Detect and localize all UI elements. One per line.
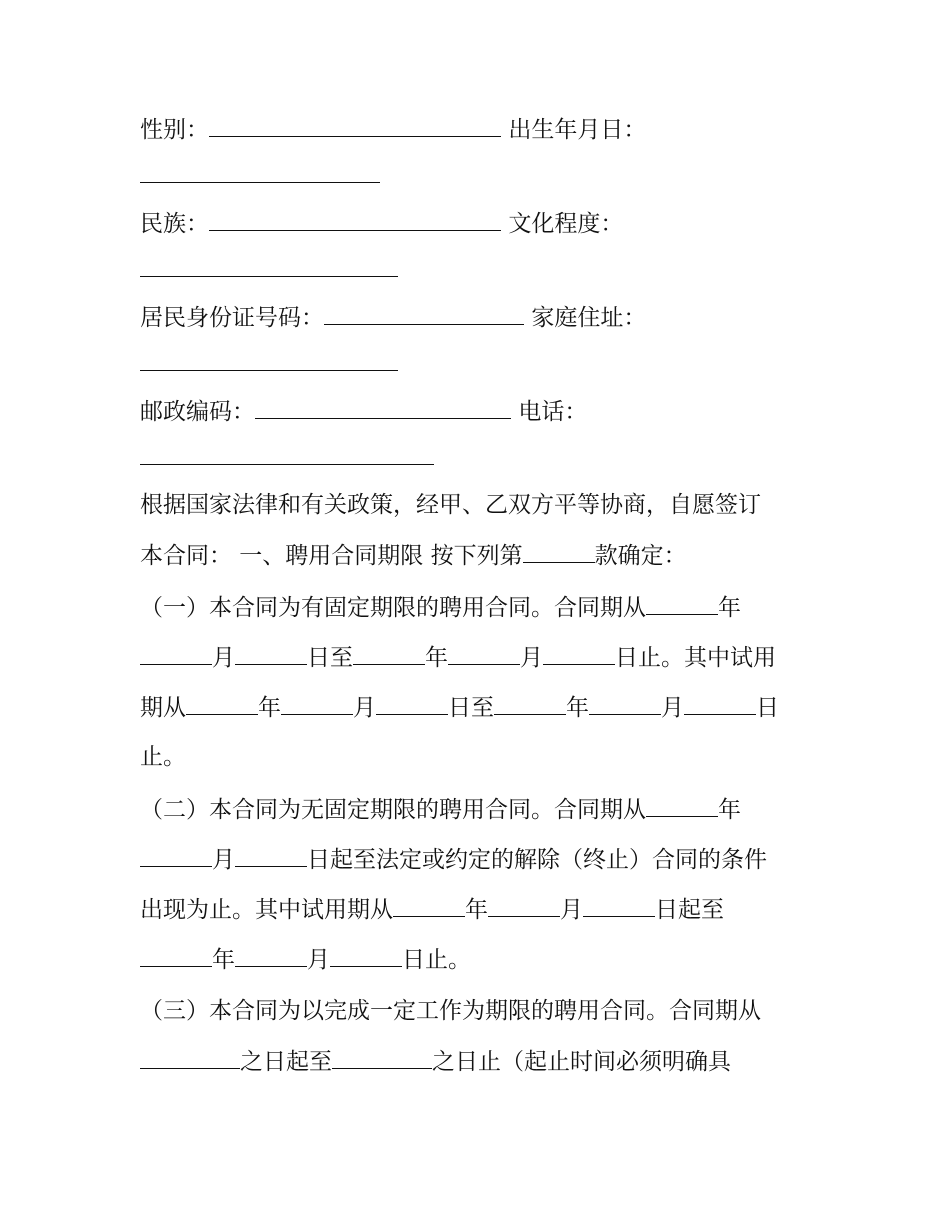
year-label: 年 (425, 645, 448, 671)
day-to-label: 日至 (307, 645, 353, 671)
s2-trial-start-month-blank[interactable] (488, 894, 560, 917)
month-label: 月 (212, 847, 235, 873)
phone-label: 电话： (518, 399, 588, 425)
year-label: 年 (718, 595, 741, 621)
year-label: 年 (718, 797, 741, 823)
gender-label: 性别： (140, 117, 209, 143)
s1-trial-start-day-blank[interactable] (376, 692, 448, 715)
s1-trial-end-month-blank[interactable] (589, 692, 661, 715)
section2-line-3 (140, 894, 724, 925)
birthdate-label: 出生年月日： (508, 117, 647, 143)
stop-label: 止。 (140, 744, 186, 770)
education-blank-line (140, 254, 398, 285)
section2-line-2 (140, 844, 767, 875)
s2-start-day-blank[interactable] (235, 844, 307, 867)
s1-start-year-blank[interactable] (646, 592, 718, 615)
s2-trial-end-day-blank[interactable] (330, 944, 402, 967)
section3-text-1: （三）本合同为以完成一定工作为期限的聘用合同。合同期从 (140, 998, 761, 1024)
day-end-label: 日止。其中试用 (615, 645, 776, 671)
day-to-label: 日至 (448, 695, 494, 721)
section2-text-3: 出现为止。其中试用期从 (140, 897, 393, 923)
month-label: 月 (353, 695, 376, 721)
id-number-line (140, 302, 646, 333)
year-label: 年 (258, 695, 281, 721)
year-label: 年 (212, 947, 235, 973)
s1-end-month-blank[interactable] (448, 642, 520, 665)
ethnicity-label: 民族： (140, 211, 209, 237)
month-label: 月 (307, 947, 330, 973)
s2-start-month-blank[interactable] (140, 844, 212, 867)
section2-line-1 (140, 794, 741, 825)
address-blank[interactable] (140, 348, 398, 371)
s1-end-day-blank[interactable] (543, 642, 615, 665)
day-from-label: 日起至 (655, 897, 724, 923)
birthdate-blank[interactable] (140, 160, 380, 183)
birthdate-blank-line (140, 160, 380, 191)
s2-trial-start-year-blank[interactable] (393, 894, 465, 917)
education-label: 文化程度： (508, 211, 624, 237)
s1-trial-start-year-blank[interactable] (186, 692, 258, 715)
s1-start-day-blank[interactable] (235, 642, 307, 665)
postal-code-blank[interactable] (255, 396, 511, 419)
ethnicity-blank[interactable] (209, 208, 501, 231)
s2-trial-end-year-blank[interactable] (140, 944, 212, 967)
s3-start-blank[interactable] (140, 1046, 240, 1069)
section1-line-1 (140, 592, 741, 623)
s1-start-month-blank[interactable] (140, 642, 212, 665)
day-stop-label: 日止。 (402, 947, 471, 973)
s3-end-text: 之日止（起止时间必须明确具 (432, 1049, 731, 1075)
intro-text-2a: 本合同： 一、聘用合同期限 按下列第 (140, 543, 523, 569)
year-label: 年 (465, 897, 488, 923)
section1-text-1: （一）本合同为有固定期限的聘用合同。合同期从 (140, 595, 646, 621)
postal-code-line (140, 396, 587, 427)
phone-blank-line (140, 442, 434, 473)
s3-end-blank[interactable] (332, 1046, 432, 1069)
s1-end-year-blank[interactable] (353, 642, 425, 665)
ethnicity-line (140, 208, 623, 239)
section2-line-4 (140, 944, 471, 975)
intro-text-1: 根据国家法律和有关政策，经甲、乙双方平等协商，自愿签订 (140, 492, 761, 518)
gender-blank[interactable] (209, 114, 501, 137)
section2-text-2: 日起至法定或约定的解除（终止）合同的条件 (307, 847, 767, 873)
month-label: 月 (560, 897, 583, 923)
intro-line-1 (140, 490, 761, 520)
year-label: 年 (566, 695, 589, 721)
phone-blank[interactable] (140, 442, 434, 465)
s2-start-year-blank[interactable] (646, 794, 718, 817)
day-label: 日 (756, 695, 779, 721)
postal-code-label: 邮政编码： (140, 399, 255, 425)
s2-trial-end-month-blank[interactable] (235, 944, 307, 967)
s1-trial-start-month-blank[interactable] (281, 692, 353, 715)
address-blank-line (140, 348, 398, 379)
month-label: 月 (661, 695, 684, 721)
s1-trial-end-day-blank[interactable] (684, 692, 756, 715)
intro-text-2b: 款确定： (594, 543, 687, 569)
section3-line-2 (140, 1046, 731, 1077)
id-number-label: 居民身份证号码： (140, 305, 324, 331)
section3-line-1 (140, 996, 761, 1026)
trial-from-label: 期从 (140, 695, 186, 721)
section2-text-1: （二）本合同为无固定期限的聘用合同。合同期从 (140, 797, 646, 823)
section1-line-4 (140, 742, 186, 772)
section1-line-3 (140, 692, 779, 723)
s1-trial-end-year-blank[interactable] (494, 692, 566, 715)
s3-from-label: 之日起至 (240, 1049, 332, 1075)
month-label: 月 (520, 645, 543, 671)
gender-line (140, 114, 646, 145)
intro-line-2 (140, 540, 687, 571)
education-blank[interactable] (140, 254, 398, 277)
clause-choice-blank[interactable] (523, 540, 595, 563)
s2-trial-start-day-blank[interactable] (583, 894, 655, 917)
month-label: 月 (212, 645, 235, 671)
id-number-blank[interactable] (324, 302, 524, 325)
section1-line-2 (140, 642, 776, 673)
address-label: 家庭住址： (531, 305, 647, 331)
